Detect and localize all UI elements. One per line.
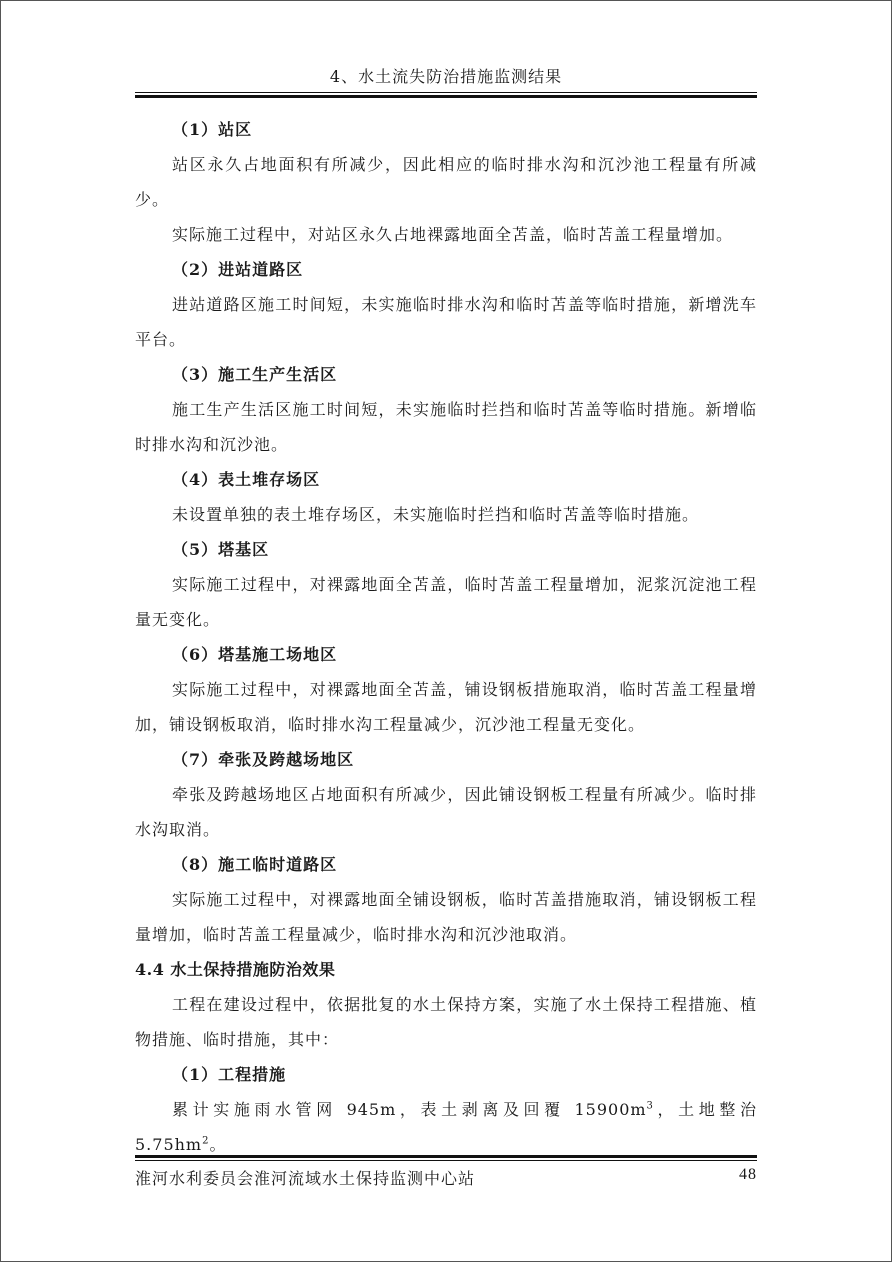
superscript-3: 3 [646, 1100, 654, 1112]
paragraph: 实际施工过程中，对站区永久占地裸露地面全苫盖，临时苫盖工程量增加。 [172, 225, 734, 244]
header-rule-thin [135, 92, 757, 93]
section-heading: （7）牵张及跨越场地区 [172, 750, 355, 769]
paragraph: 站区永久占地面积有所减少，因此相应的临时排水沟和沉沙池工程量有所减少。 [135, 155, 757, 209]
page-body [135, 112, 757, 1162]
section-4-4-heading: 4.4 水土保持措施防治效果 [135, 960, 336, 979]
paragraph: 实际施工过程中，对裸露地面全铺设钢板，临时苫盖措施取消，铺设钢板工程量增加，临时苫盖工程量减少，临时排水沟和沉沙池取消。 [135, 890, 757, 944]
section-heading: （1）站区 [172, 120, 253, 139]
paragraph: 施工生产生活区施工时间短，未实施临时拦挡和临时苫盖等临时措施。新增临时排水沟和沉沙池。 [135, 400, 757, 454]
engineering-measures-paragraph [135, 1092, 757, 1162]
superscript-2: 2 [202, 1135, 210, 1147]
section-heading: （2）进站道路区 [172, 260, 304, 279]
paragraph: 进站道路区施工时间短，未实施临时排水沟和临时苫盖等临时措施，新增洗车平台。 [135, 295, 757, 349]
measure-text-3: 。 [209, 1135, 227, 1154]
section-heading: （5）塔基区 [172, 540, 270, 559]
measure-text-2: ，土地整治 5.75hm [135, 1100, 757, 1154]
section-heading: （6）塔基施工场地区 [172, 645, 338, 664]
paragraph: 实际施工过程中，对裸露地面全苫盖，铺设钢板措施取消，临时苫盖工程量增加，铺设钢板取消，临时排水沟工程量减少，沉沙池工程量无变化。 [135, 680, 757, 734]
footer-rule-thin [135, 1160, 757, 1161]
footer-rule-thick [135, 1155, 757, 1158]
paragraph: 实际施工过程中，对裸露地面全苫盖，临时苫盖工程量增加，泥浆沉淀池工程量无变化。 [135, 575, 757, 629]
paragraph: 未设置单独的表土堆存场区，未实施临时拦挡和临时苫盖等临时措施。 [172, 505, 700, 524]
section-4-4-intro: 工程在建设过程中，依据批复的水土保持方案，实施了水土保持工程措施、植物措施、临时措施，其中： [135, 995, 757, 1049]
section-heading: （4）表土堆存场区 [172, 470, 321, 489]
header-rule-thick [135, 95, 757, 98]
paragraph: 牵张及跨越场地区占地面积有所减少，因此铺设钢板工程量有所减少。临时排水沟取消。 [135, 785, 757, 839]
footer-organization: 淮河水利委员会淮河流域水土保持监测中心站 [135, 1169, 476, 1188]
section-heading: （3）施工生产生活区 [172, 365, 338, 384]
engineering-measures-heading: （1）工程措施 [172, 1065, 287, 1084]
running-header: 4、水土流失防治措施监测结果 [329, 67, 563, 86]
measure-text-1: 累计实施雨水管网 945m，表土剥离及回覆 15900m [172, 1100, 647, 1119]
section-heading: （8）施工临时道路区 [172, 855, 338, 874]
page-number: 48 [739, 1166, 757, 1183]
